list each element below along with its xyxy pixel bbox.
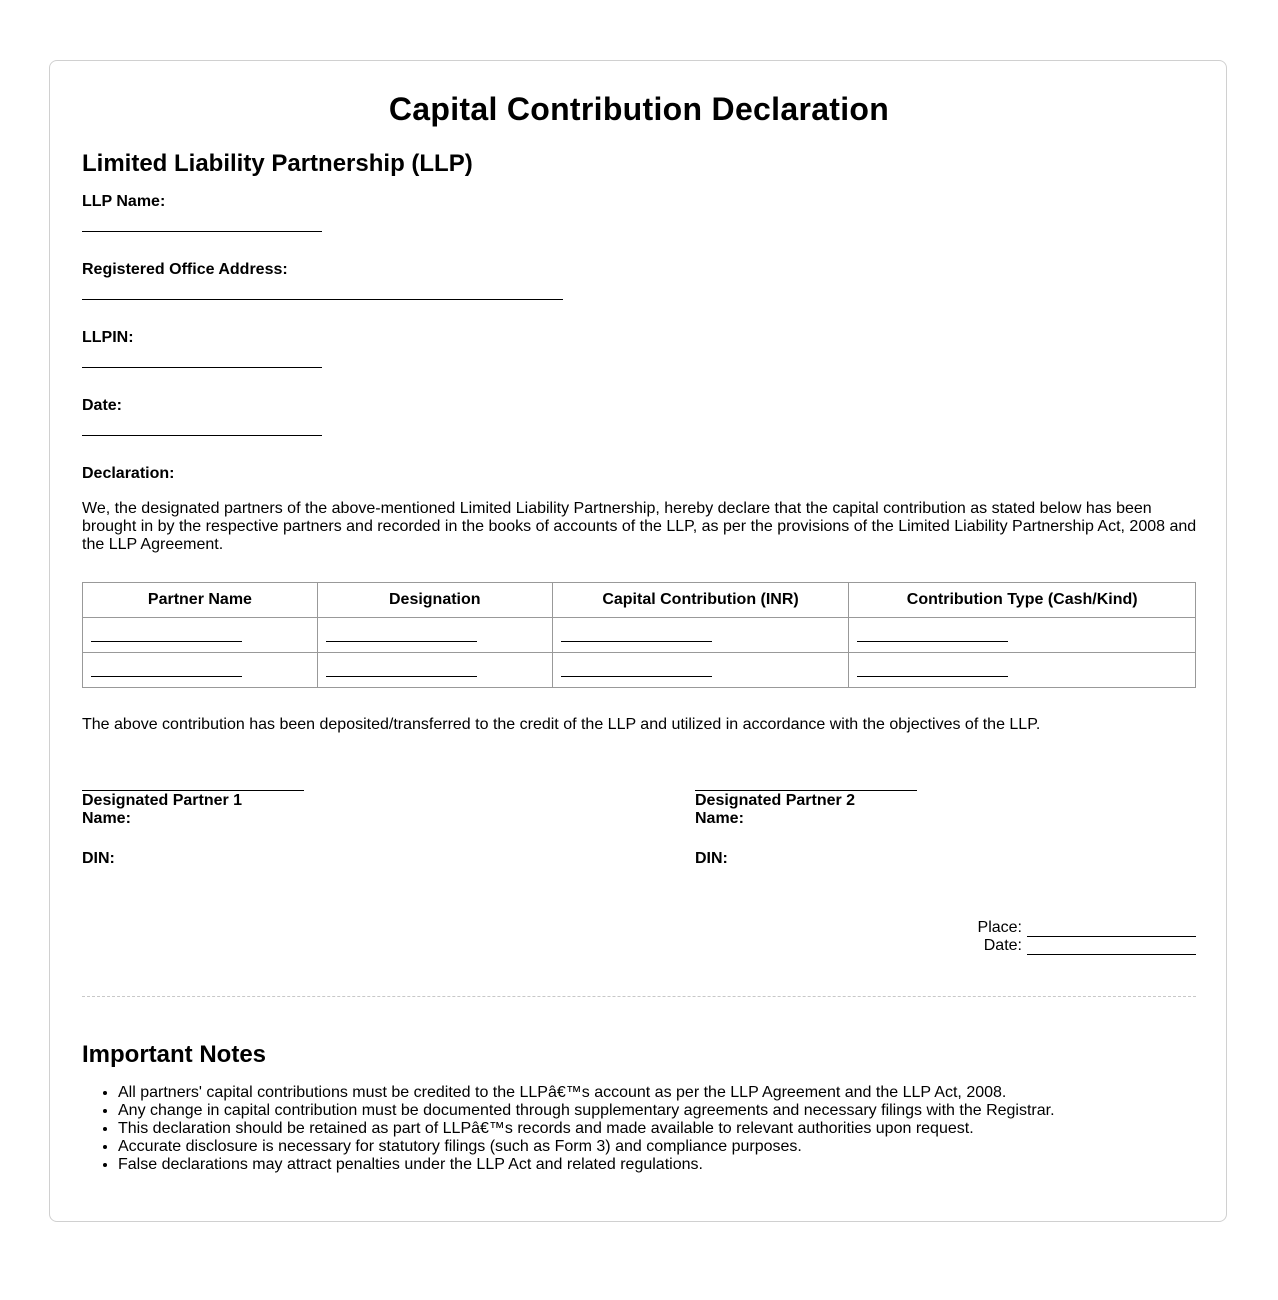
contribution-table bbox=[82, 582, 1196, 688]
list-item: • Accurate disclosure is necessary for statutory filings (such as Form 3) and compliance purposes. bbox=[118, 1138, 1218, 1156]
table-cell bbox=[317, 653, 552, 688]
list-item: • This declaration should be retained as part of LLPâ€™s records and made available to relevant authorities upon request. bbox=[118, 1120, 1218, 1138]
header-contribution-type: Contribution Type (Cash/Kind) bbox=[849, 583, 1196, 618]
blank-line bbox=[561, 641, 712, 642]
partner2-signature-line bbox=[695, 790, 917, 791]
signing-date-line bbox=[1027, 938, 1196, 955]
blank-line bbox=[91, 641, 242, 642]
notes-title: Important Notes bbox=[82, 1041, 267, 1068]
place-row bbox=[978, 919, 1196, 937]
partner1-name-label: Name: bbox=[82, 810, 131, 827]
notes-list bbox=[82, 1084, 1218, 1174]
llpin-line bbox=[82, 367, 322, 368]
blank-line bbox=[561, 676, 712, 677]
blank-line bbox=[857, 676, 1008, 677]
section-subtitle: Limited Liability Partnership (LLP) bbox=[82, 150, 473, 177]
table-header-row bbox=[83, 583, 1196, 618]
table-cell bbox=[552, 653, 849, 688]
table-row bbox=[83, 618, 1196, 653]
partner2-title: Designated Partner 2 bbox=[695, 792, 856, 809]
blank-line bbox=[326, 641, 477, 642]
llpin-label: LLPIN: bbox=[82, 329, 134, 346]
partner1-din-label: DIN: bbox=[82, 850, 115, 867]
signing-date-label: Date: bbox=[983, 937, 1022, 954]
list-item: • False declarations may attract penalties under the LLP Act and related regulations. bbox=[118, 1156, 1218, 1174]
registered-office-line bbox=[82, 299, 563, 300]
llp-name-label: LLP Name: bbox=[82, 193, 166, 210]
header-partner-name: Partner Name bbox=[83, 583, 318, 618]
date-label: Date: bbox=[82, 397, 123, 414]
table-cell bbox=[849, 653, 1196, 688]
declaration-text: We, the designated partners of the above-mentioned Limited Liability Partnership, hereby declare that the capital contribution as stated below has been brought in by the respective partners and recorded in the books of accounts of the LLP, as per the provisions of the Limited Liability Partnership Act, 2008 and the LLP Agreement. bbox=[82, 500, 1197, 553]
table-cell bbox=[552, 618, 849, 653]
table-row bbox=[83, 653, 1196, 688]
signing-date-row bbox=[984, 937, 1196, 955]
header-capital-contribution: Capital Contribution (INR) bbox=[552, 583, 849, 618]
blank-line bbox=[91, 676, 242, 677]
place-line bbox=[1027, 920, 1196, 937]
table-cell bbox=[83, 653, 318, 688]
table-cell bbox=[849, 618, 1196, 653]
blank-line bbox=[326, 676, 477, 677]
list-item: • All partners' capital contributions must be credited to the LLPâ€™s account as per the LLP Agreement and the LLP Act, 2008. bbox=[118, 1084, 1218, 1102]
partner1-signature-line bbox=[82, 790, 304, 791]
date-line bbox=[82, 435, 322, 436]
header-designation: Designation bbox=[317, 583, 552, 618]
place-label: Place: bbox=[977, 919, 1022, 936]
table-cell bbox=[83, 618, 318, 653]
page-title: Capital Contribution Declaration bbox=[388, 91, 890, 127]
table-cell bbox=[317, 618, 552, 653]
after-table-text: The above contribution has been deposited/transferred to the credit of the LLP and utilized in accordance with the objectives of the LLP. bbox=[82, 716, 1041, 733]
blank-line bbox=[857, 641, 1008, 642]
partner1-title: Designated Partner 1 bbox=[82, 792, 243, 809]
partner2-name-label: Name: bbox=[695, 810, 744, 827]
declaration-heading: Declaration: bbox=[82, 465, 175, 482]
list-item: • Any change in capital contribution must be documented through supplementary agreements and necessary filings with the Registrar. bbox=[118, 1102, 1218, 1120]
llp-name-line bbox=[82, 231, 322, 232]
registered-office-label: Registered Office Address: bbox=[82, 261, 288, 278]
partner2-din-label: DIN: bbox=[695, 850, 728, 867]
section-divider bbox=[82, 996, 1196, 997]
